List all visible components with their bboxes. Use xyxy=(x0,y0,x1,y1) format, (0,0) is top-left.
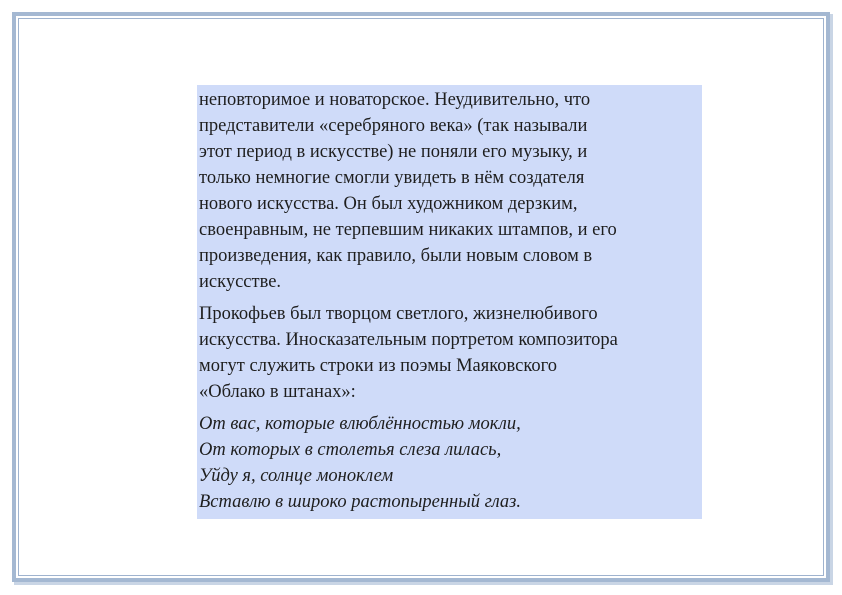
text-box[interactable] xyxy=(197,85,702,519)
text-line: Прокофьев был творцом светлого, жизнелюбивого xyxy=(199,304,598,324)
poem-line: Вставлю в широко растопыренный глаз. xyxy=(199,492,521,512)
text-line: своенравным, не терпевшим никаких штампов, и его xyxy=(199,220,617,240)
paragraph-1 xyxy=(199,87,702,295)
text-line: искусстве. xyxy=(199,272,282,292)
poem-line: От вас, которые влюблённостью мокли, xyxy=(199,414,521,434)
text-line: искусства. Иносказательным портретом композитора xyxy=(199,330,618,350)
poem-line: От которых в столетья слеза лилась, xyxy=(199,440,502,460)
text-line: представители «серебряного века» (так называли xyxy=(199,116,588,136)
text-line: «Облако в штанах»: xyxy=(199,382,356,402)
frame-shadow-right xyxy=(830,14,833,584)
paragraph-2 xyxy=(199,301,702,405)
poem-line: Уйду я, солнце моноклем xyxy=(199,466,394,486)
text-line: нового искусства. Он был художником дерзким, xyxy=(199,194,578,214)
text-line: произведения, как правило, были новым словом в xyxy=(199,246,593,266)
text-line: неповторимое и новаторское. Неудивительно, что xyxy=(199,90,591,110)
frame-shadow-bottom xyxy=(14,582,833,585)
poem-quote xyxy=(199,411,702,515)
text-line: этот период в искусстве) не поняли его музыку, и xyxy=(199,142,588,162)
text-line: могут служить строки из поэмы Маяковского xyxy=(199,356,558,376)
text-line: только немногие смогли увидеть в нём создателя xyxy=(199,168,585,188)
